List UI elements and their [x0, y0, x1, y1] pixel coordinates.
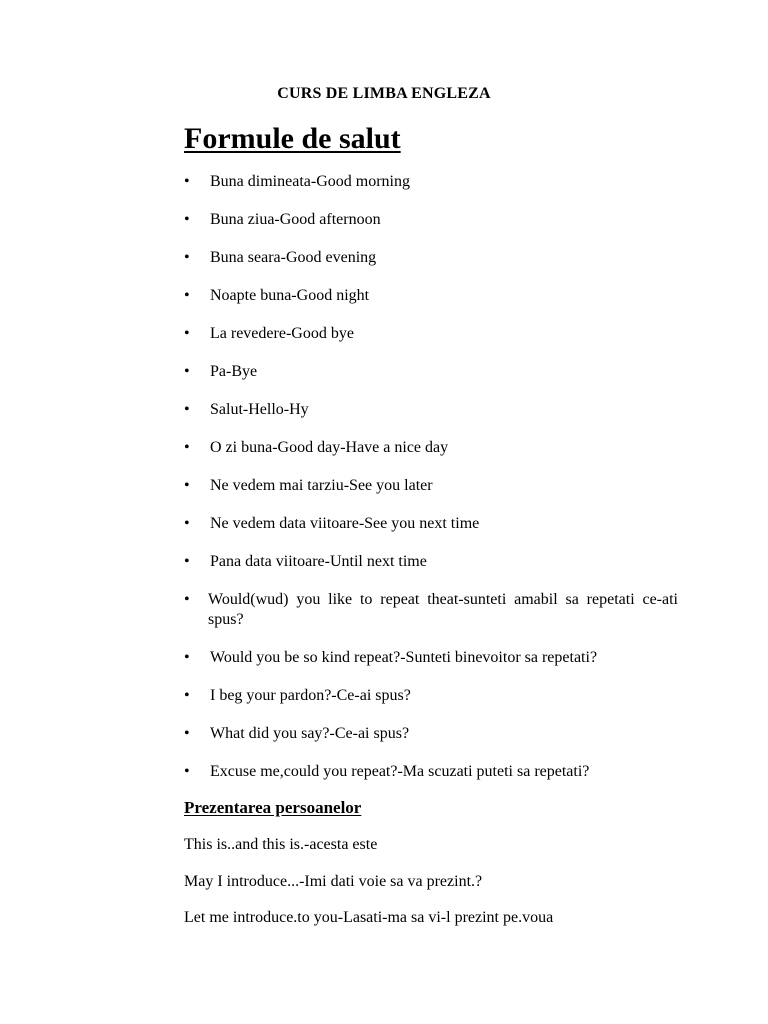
list-item-text: I beg your pardon?-Ce-ai spus? — [210, 687, 411, 704]
list-item — [184, 514, 678, 534]
list-item — [184, 552, 678, 572]
bullet-icon: • — [184, 553, 190, 570]
list-item-text: Salut-Hello-Hy — [210, 401, 309, 418]
list-item-text: O zi buna-Good day-Have a nice day — [210, 439, 449, 456]
bullet-icon: • — [184, 325, 190, 342]
list-item — [184, 590, 678, 630]
bullet-icon: • — [184, 687, 190, 704]
list-item-text: Ne vedem data viitoare-See you next time — [210, 515, 480, 532]
bullet-icon: • — [184, 763, 190, 780]
list-item — [184, 476, 678, 496]
list-item-text: Would(wud) you like to repeat theat-sunteti amabil sa repetati ce-ati spus? — [208, 591, 678, 628]
bullet-icon: • — [184, 401, 190, 418]
bullet-icon: • — [184, 287, 190, 304]
list-item — [184, 724, 678, 744]
section-heading: Prezentarea persoanelor — [184, 798, 362, 817]
list-item-text: Excuse me,could you repeat?-Ma scuzati puteti sa repetati? — [210, 763, 590, 780]
list-item-text: Buna ziua-Good afternoon — [210, 211, 381, 228]
list-item — [184, 324, 678, 344]
list-item — [184, 248, 678, 268]
list-item — [184, 762, 678, 782]
list-item — [184, 286, 678, 306]
list-item-text: Pana data viitoare-Until next time — [210, 553, 427, 570]
paragraph: Let me introduce.to you-Lasati-ma sa vi-l prezint pe.voua — [184, 909, 554, 926]
bullet-icon: • — [184, 211, 190, 228]
main-heading: Formule de salut — [184, 122, 401, 155]
list-item — [184, 400, 678, 420]
list-item-text: Would you be so kind repeat?-Sunteti binevoitor sa repetati? — [210, 649, 598, 666]
list-item-text: Buna seara-Good evening — [210, 249, 377, 266]
bullet-icon: • — [184, 477, 190, 494]
list-item-text: Noapte buna-Good night — [210, 287, 370, 304]
list-item — [184, 686, 678, 706]
list-item — [184, 172, 678, 192]
list-item-text: What did you say?-Ce-ai spus? — [210, 725, 410, 742]
greetings-list — [184, 172, 678, 800]
course-title: CURS DE LIMBA ENGLEZA — [277, 85, 491, 102]
bullet-icon: • — [184, 725, 190, 742]
bullet-icon: • — [184, 173, 190, 190]
list-item — [184, 648, 678, 668]
list-item — [184, 438, 678, 458]
bullet-icon: • — [184, 649, 190, 666]
bullet-icon: • — [184, 515, 190, 532]
paragraph: May I introduce...-Imi dati voie sa va prezint.? — [184, 873, 483, 890]
bullet-icon: • — [184, 591, 190, 608]
list-item-text: La revedere-Good bye — [210, 325, 354, 342]
list-item-text: Ne vedem mai tarziu-See you later — [210, 477, 433, 494]
list-item — [184, 210, 678, 230]
list-item — [184, 362, 678, 382]
bullet-icon: • — [184, 249, 190, 266]
list-item-text: Buna dimineata-Good morning — [210, 173, 410, 190]
paragraph: This is..and this is.-acesta este — [184, 836, 378, 853]
list-item-text: Pa-Bye — [210, 363, 258, 380]
bullet-icon: • — [184, 363, 190, 380]
bullet-icon: • — [184, 439, 190, 456]
